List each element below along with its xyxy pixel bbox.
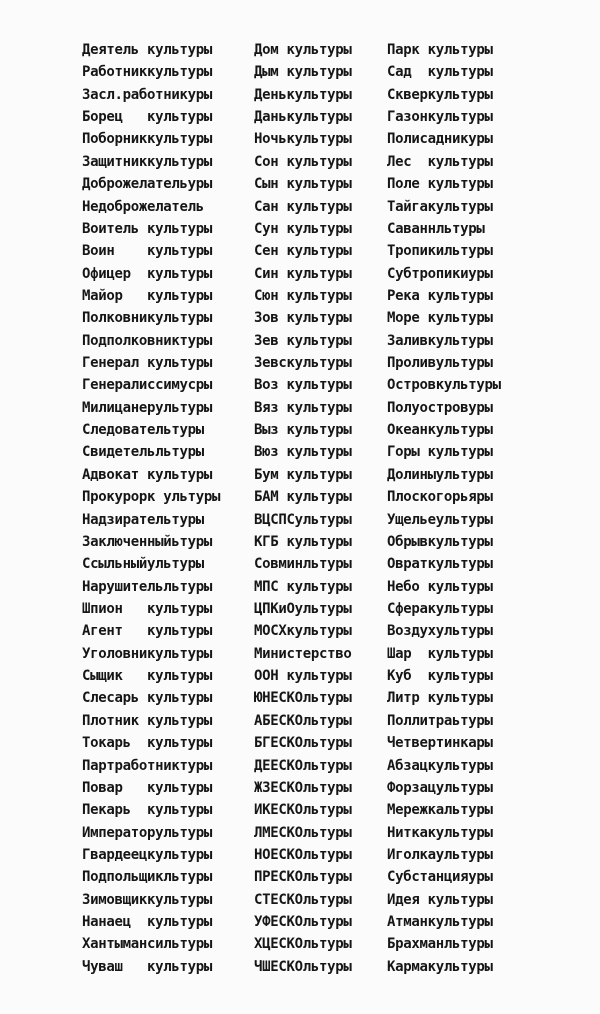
text-line: МОСХкультуры xyxy=(254,623,352,640)
text-line: Агент культуры xyxy=(82,623,213,640)
column-right xyxy=(387,39,522,978)
text-line: ЦПКиОультуры xyxy=(254,600,352,617)
text-line: ВЦСПСультуры xyxy=(254,511,352,528)
text-line: ХЦЕСКОльтуры xyxy=(254,936,352,953)
text-line: СТЕСКОльтуры xyxy=(254,891,352,908)
text-line: Майор культуры xyxy=(82,287,213,304)
text-line: Плотник культуры xyxy=(82,712,213,729)
text-line: Деятель культуры xyxy=(82,42,213,58)
text-line: Доброжелательуры xyxy=(82,176,213,193)
text-line: Шпион культуры xyxy=(82,600,213,617)
text-line: ЛМЕСКОльтуры xyxy=(254,824,352,841)
text-line: Генерал культуры xyxy=(82,355,213,372)
text-line: Токарь культуры xyxy=(82,735,213,752)
text-line: Милицанерультуры xyxy=(82,399,213,416)
text-line: Нанаец культуры xyxy=(82,914,213,931)
text-line: Скверкультуры xyxy=(387,86,493,103)
text-line: Заключенныйьтуры xyxy=(82,533,213,550)
text-line: Сун культуры xyxy=(254,220,352,237)
text-line: Защитниккультуры xyxy=(82,153,213,170)
text-line: Сад культуры xyxy=(387,64,493,81)
text-line: Борец культуры xyxy=(82,109,213,126)
text-line: Долиныультуры xyxy=(387,466,493,483)
text-line: Островкультуры xyxy=(387,377,501,394)
text-line: БАМ культуры xyxy=(254,489,352,506)
text-line: Овраткультуры xyxy=(387,556,493,573)
text-line: Поле культуры xyxy=(387,176,493,193)
text-line: БГЕСКОльтуры xyxy=(254,735,352,752)
text-line: Вяз культуры xyxy=(254,399,352,416)
text-line: Дым культуры xyxy=(254,64,352,81)
text-line: Выз культуры xyxy=(254,422,352,439)
text-line: ООН культуры xyxy=(254,668,352,685)
text-line: Абзацкультуры xyxy=(387,757,493,774)
text-line: Горы культуры xyxy=(387,444,493,461)
text-line: Кармакультуры xyxy=(387,958,493,975)
text-line: Недоброжелатель xyxy=(82,198,204,215)
text-line: Сюн культуры xyxy=(254,287,352,304)
text-line: Идея культуры xyxy=(387,891,493,908)
text-line: АБЕСКОльтуры xyxy=(254,712,352,729)
text-line: Дом культуры xyxy=(254,42,352,58)
text-line: Зев культуры xyxy=(254,332,352,349)
text-line: Сан культуры xyxy=(254,198,352,215)
text-line: Куб культуры xyxy=(387,668,493,685)
text-line: Полуостровуры xyxy=(387,399,493,416)
text-line: НОЕСКОльтуры xyxy=(254,846,352,863)
text-line: Офицер культуры xyxy=(82,265,213,282)
text-line: Адвокат культуры xyxy=(82,466,213,483)
column-middle xyxy=(254,39,387,978)
poem-columns xyxy=(82,39,522,978)
text-line: Министерство xyxy=(254,645,352,662)
text-line: Денькультуры xyxy=(254,86,352,103)
text-line: Обрывкультуры xyxy=(387,533,493,550)
text-line: Зов культуры xyxy=(254,310,352,327)
text-line: Заливкультуры xyxy=(387,332,493,349)
text-line: ЮНЕСКОльтуры xyxy=(254,690,352,707)
text-line: Мережкальтуры xyxy=(387,802,493,819)
text-line: Совминльтуры xyxy=(254,556,352,573)
text-line: Сон культуры xyxy=(254,153,352,170)
text-line: Поллитраьтуры xyxy=(387,712,493,729)
text-line: Сферакультуры xyxy=(387,600,493,617)
text-line: Поборниккультуры xyxy=(82,131,213,148)
text-line: Сен культуры xyxy=(254,243,352,260)
text-line: Воин культуры xyxy=(82,243,213,260)
text-line: Форзацультуры xyxy=(387,779,493,796)
text-line: ЖЗЕСКОльтуры xyxy=(254,779,352,796)
text-line: Син культуры xyxy=(254,265,352,282)
text-line: Подполковниктуры xyxy=(82,332,213,349)
text-line: ИКЕСКОльтуры xyxy=(254,802,352,819)
text-line: Парк культуры xyxy=(387,42,493,58)
text-line: Полисадникуры xyxy=(387,131,493,148)
text-line: Императорультуры xyxy=(82,824,213,841)
text-line: Небо культуры xyxy=(387,578,493,595)
text-line: Чуваш культуры xyxy=(82,958,213,975)
text-line: Гвардеецкультуры xyxy=(82,846,213,863)
text-line: Слесарь культуры xyxy=(82,690,213,707)
text-line: Субстанцияуры xyxy=(387,869,493,886)
text-line: КГБ культуры xyxy=(254,533,352,550)
text-line: Сын культуры xyxy=(254,176,352,193)
text-line: Саваннльтуры xyxy=(387,220,485,237)
text-line: МПС культуры xyxy=(254,578,352,595)
text-line: Воздухультуры xyxy=(387,623,493,640)
text-line: Ниткакультуры xyxy=(387,824,493,841)
text-line: Уголовникультуры xyxy=(82,645,213,662)
text-line: УФЕСКОльтуры xyxy=(254,914,352,931)
text-line: Газонкультуры xyxy=(387,109,493,126)
text-line: Литр культуры xyxy=(387,690,493,707)
text-line: Партработниктуры xyxy=(82,757,213,774)
text-line: Лес культуры xyxy=(387,153,493,170)
text-line: Свидетельльтуры xyxy=(82,444,204,461)
text-line: Шар культуры xyxy=(387,645,493,662)
text-line: Четвертинкары xyxy=(387,735,493,752)
text-line: Атманкультуры xyxy=(387,914,493,931)
text-line: Надзирательтуры xyxy=(82,511,204,528)
text-line: Проливультуры xyxy=(387,355,493,372)
text-line: Тропикильтуры xyxy=(387,243,493,260)
text-line: ПРЕСКОльтуры xyxy=(254,869,352,886)
text-line: Работниккультуры xyxy=(82,64,213,81)
text-line: Полковникультуры xyxy=(82,310,213,327)
text-line: Иголкаультуры xyxy=(387,846,493,863)
text-line: Океанкультуры xyxy=(387,422,493,439)
text-line: Следовательтуры xyxy=(82,422,204,439)
text-line: Море культуры xyxy=(387,310,493,327)
text-line: Субтропикиуры xyxy=(387,265,493,282)
text-line: Повар культуры xyxy=(82,779,213,796)
text-line: Тайгакультуры xyxy=(387,198,493,215)
text-line: Засл.работникуры xyxy=(82,86,213,103)
text-line: Зимовщиккультуры xyxy=(82,891,213,908)
text-line: Пекарь культуры xyxy=(82,802,213,819)
text-line: Данькультуры xyxy=(254,109,352,126)
text-line: Река культуры xyxy=(387,287,493,304)
text-line: Воз культуры xyxy=(254,377,352,394)
text-line: Брахманльтуры xyxy=(387,936,493,953)
text-line: Бум культуры xyxy=(254,466,352,483)
text-line: Воитель культуры xyxy=(82,220,213,237)
text-line: Нарушительльтуры xyxy=(82,578,213,595)
text-line: Прокурорк ультуры xyxy=(82,489,221,506)
text-line: Ночькультуры xyxy=(254,131,352,148)
text-line: Сыщик культуры xyxy=(82,668,213,685)
text-line: Вюз культуры xyxy=(254,444,352,461)
text-line: Ссыльныйультуры xyxy=(82,556,204,573)
text-line: ЧШЕСКОльтуры xyxy=(254,958,352,975)
text-line: ДЕЕСКОльтуры xyxy=(254,757,352,774)
text-line: Хантымансильтуры xyxy=(82,936,213,953)
text-line: Зевскультуры xyxy=(254,355,352,372)
text-line: Ущельеультуры xyxy=(387,511,493,528)
text-line: Плоскогорьяры xyxy=(387,489,493,506)
text-line: Подпольщикльтуры xyxy=(82,869,213,886)
text-line: Генералиссимусры xyxy=(82,377,213,394)
column-left xyxy=(82,39,254,978)
